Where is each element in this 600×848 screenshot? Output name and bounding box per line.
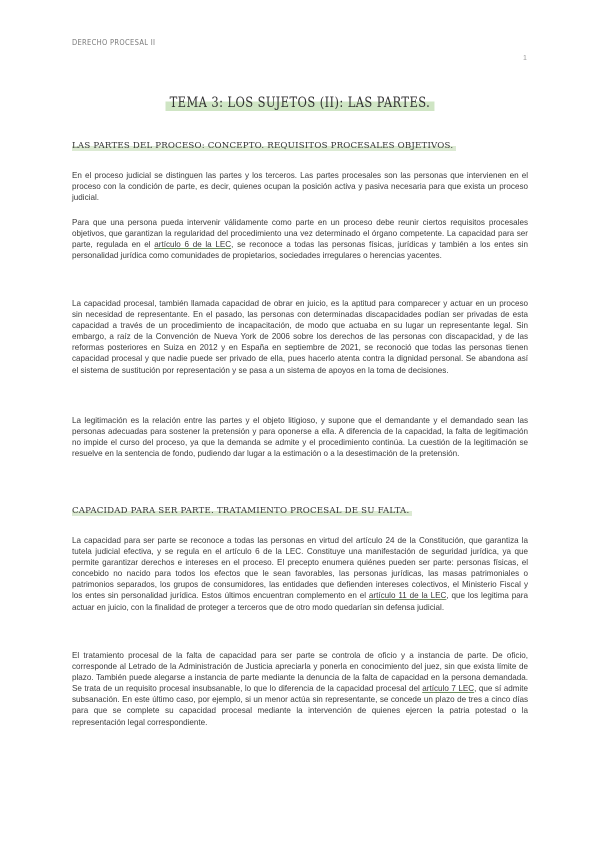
paragraph-partes-intro xyxy=(72,170,528,203)
paragraph-text: , que sí admite subsanación. En este último caso, por ejemplo, si un menor actúa sin representante, se concede un plazo de tres a cinco días para que se complete su capacidad procesal mediante la intervención de quienes ejercen la patria potestad o la representación legal correspondiente. xyxy=(72,684,528,727)
paragraph-text: La capacidad para ser parte se reconoce a todas las personas en virtud del artículo 24 de la Constitución, que garantiza la tutela judicial efectiva, y se regula en el artículo 6 de la LEC. Constituye una manifestación de seguridad jurídica, ya que permite garantizar derechos e intereses en el proceso. El precepto enumera quiénes pueden ser parte: personas físicas, el concebido no nacido para todos los efectos que le sean favorables, las personas jurídicas, las masas patrimoniales o patrimonios separados, los grupos de consumidores, las entidades que defienden intereses colectivos, el Ministerio Fiscal y los entes sin personalidad jurídica. Estos últimos encuentran complemento en el xyxy=(72,536,528,601)
paragraph-text: , que los legitima para actuar en juicio, con la finalidad de proteger a terceros que de otro modo quedarían sin defensa judicial. xyxy=(72,591,528,612)
document-title: TEMA 3: LOS SUJETOS (II): LAS PARTES. xyxy=(166,93,435,112)
link-articulo-7-lec[interactable]: artículo 7 LEC xyxy=(422,684,475,694)
paragraph-legitimacion xyxy=(72,415,528,459)
paragraph-text: La legitimación es la relación entre las partes y el objeto litigioso, y supone que el demandante y el demandado sean las personas adecuadas para sostener la pretensión y para oponerse a ella. A diferencia de la capacidad, la falta de legitimación no impide el curso del proceso, ya que la demanda se admite y el procedimiento continúa. La cuestión de la legitimación se resuelve en la sentencia de fondo, pudiendo dar lugar a la estimación o a la desestimación de la pretensión. xyxy=(72,416,528,459)
paragraph-capacidad-ser-parte xyxy=(72,535,528,613)
paragraph-text: La capacidad procesal, también llamada capacidad de obrar en juicio, es la aptitud para comparecer y actuar en un proceso sin necesidad de representante. En el pasado, las personas con determinadas discapacidades podían ser privadas de esta capacidad a través de un procedimiento de incapacitación, de modo que actuaba en su lugar un representante legal. Sin embargo, a raíz de la Convención de Nueva York de 2006 sobre los derechos de las personas con discapacidad, y de las reformas posteriores en Suiza en 2012 y en España en septiembre de 2021, se reconoció que todas las personas tienen capacidad procesal y que nadie puede ser privado de ella, pues hacerlo atenta contra la dignidad personal. Se abandona así el sistema de sustitución por representación y se pasa a un sistema de apoyos en la toma de decisiones. xyxy=(72,299,528,375)
running-header: DERECHO PROCESAL II xyxy=(72,38,156,47)
link-articulo-11-lec[interactable]: artículo 11 de la LEC xyxy=(368,591,447,601)
title-container xyxy=(0,93,600,112)
paragraph-text: El tratamiento procesal de la falta de capacidad para ser parte se controla de oficio y a instancia de parte. De oficio, corresponde al Letrado de la Administración de Justicia apreciarla y ponerla en conocimiento del juez, sin que exista límite de plazo. También puede alegarse a instancia de parte mediante la denuncia de la falta de capacidad en la persona demandada. Se trata de un requisito procesal insubsanable, lo que lo diferencia de la capacidad procesal del xyxy=(72,651,528,694)
section-heading-partes: LAS PARTES DEL PROCESO: CONCEPTO. REQUISITOS PROCESALES OBJETIVOS. xyxy=(72,140,456,152)
page-number: 1 xyxy=(523,55,527,62)
link-articulo-6-lec[interactable]: artículo 6 de la LEC xyxy=(154,240,232,250)
paragraph-text: , se reconoce a todas las personas físicas, jurídicas y también a los entes sin personalidad jurídica como comunidades de propietarios, sociedades irregulares o herencias yacentes. xyxy=(72,240,528,261)
paragraph-tratamiento-procesal xyxy=(72,650,528,728)
paragraph-text: En el proceso judicial se distinguen las partes y los terceros. Las partes procesales son las personas que intervienen en el proceso con la condición de parte, es decir, quienes ocupan la posición activa y pasiva necesaria para que exista un proceso judicial. xyxy=(72,171,528,203)
section-heading-capacidad: CAPACIDAD PARA SER PARTE. TRATAMIENTO PROCESAL DE SU FALTA. xyxy=(72,505,412,517)
paragraph-text: Para que una persona pueda intervenir válidamente como parte en un proceso debe reunir ciertos requisitos procesales objetivos, que garantizan la regularidad del procedimiento una vez determinado el órgano competente. La capacidad para ser parte, regulada en el xyxy=(72,218,528,250)
paragraph-requisitos xyxy=(72,217,528,261)
paragraph-capacidad-procesal xyxy=(72,298,528,376)
